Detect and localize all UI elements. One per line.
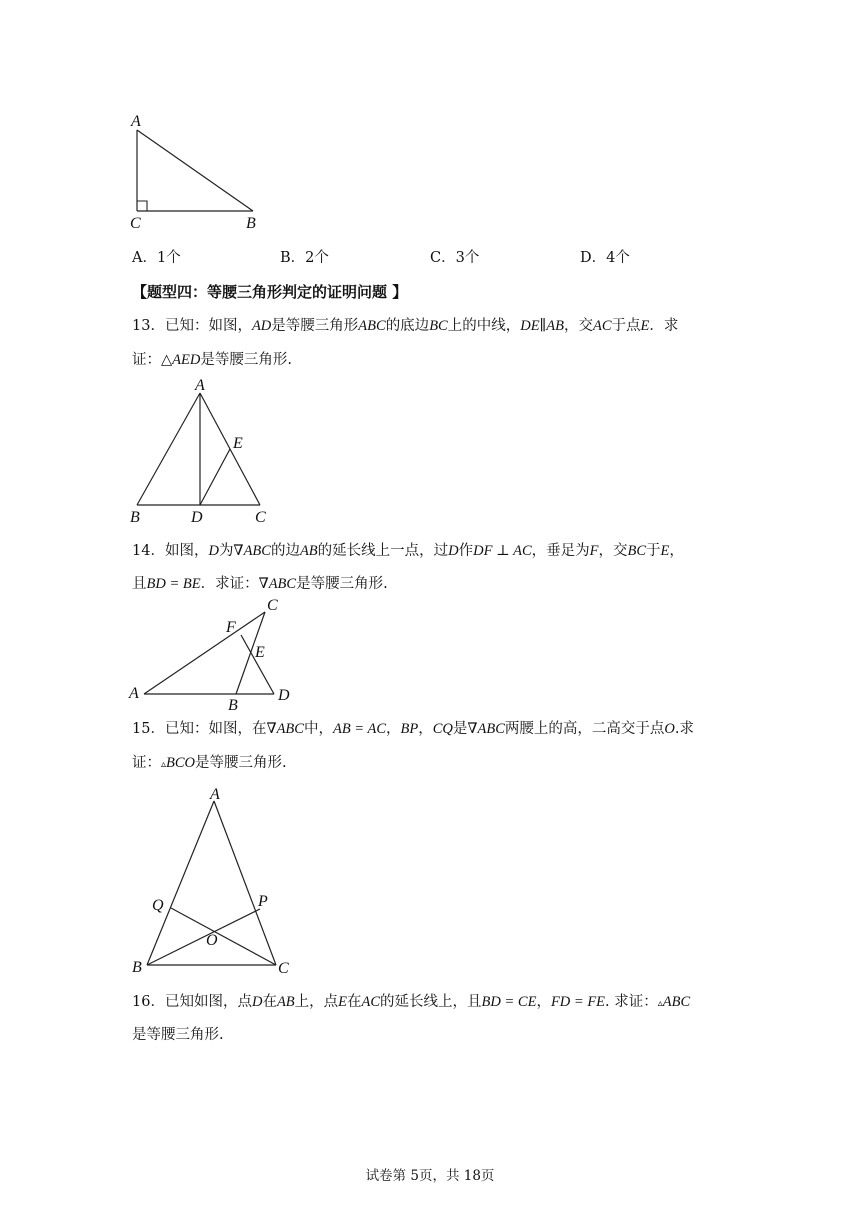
section-title: 【题型四：等腰三角形判定的证明问题 】 (132, 283, 408, 301)
fig15-label-b: B (132, 959, 142, 976)
q13-line2: 证：△AED是等腰三角形. (132, 352, 292, 368)
fig14-label-e: E (255, 644, 265, 661)
fig12-label-c: C (130, 215, 141, 232)
q16-line2: 是等腰三角形. (132, 1027, 224, 1043)
fig15-label-o: O (206, 932, 218, 949)
fig14-label-a: A (129, 685, 139, 702)
fig14-label-c: C (267, 597, 278, 614)
fig15-label-q: Q (152, 897, 164, 914)
option-c: C．3个 (430, 250, 480, 266)
q15-line1: 15．已知：如图，在∇ABC中，AB = AC，BP，CQ是∇ABC两腰上的高，二高交于点O.求 (132, 721, 694, 737)
q16-line1: 16．已知如图，点D在AB上，点E在AC的延长线上，且BD = CE，FD = FE. 求证：▵ABC (132, 994, 691, 1010)
fig15-label-c: C (278, 960, 289, 977)
q13-line1: 13．已知：如图，AD是等腰三角形ABC的底边BC上的中线，DE∥AB，交AC于点E．求 (132, 318, 679, 334)
q14-line1: 14．如图，D为∇ABC的边AB的延长线上一点，过D作DF ⊥ AC，垂足为F，交BC于E， (132, 543, 684, 559)
figure-right-triangle (126, 108, 266, 233)
fig13-label-d: D (191, 509, 203, 526)
page-footer: 试卷第 5页，共 18页 (365, 1168, 495, 1184)
figure-q15 (126, 782, 301, 982)
fig14-label-f: F (226, 619, 236, 636)
fig14-label-b: B (228, 697, 238, 714)
fig13-label-e: E (233, 435, 243, 452)
q14-line2: 且BD = BE．求证：∇ABC是等腰三角形. (132, 576, 388, 592)
fig15-label-p: P (258, 893, 268, 910)
option-b: B．2个 (280, 250, 329, 266)
fig12-label-a: A (131, 113, 141, 130)
fig13-label-b: B (130, 509, 140, 526)
figure-q14 (126, 594, 306, 719)
fig15-label-a: A (210, 786, 220, 803)
figure-q13 (126, 376, 276, 526)
option-d: D．4个 (580, 250, 630, 266)
q15-line2: 证：▵BCO是等腰三角形. (132, 755, 287, 771)
fig12-label-b: B (246, 215, 256, 232)
option-a: A．1个 (132, 250, 181, 266)
fig13-label-c: C (255, 509, 266, 526)
fig13-label-a: A (195, 377, 205, 394)
fig14-label-d: D (278, 687, 290, 704)
